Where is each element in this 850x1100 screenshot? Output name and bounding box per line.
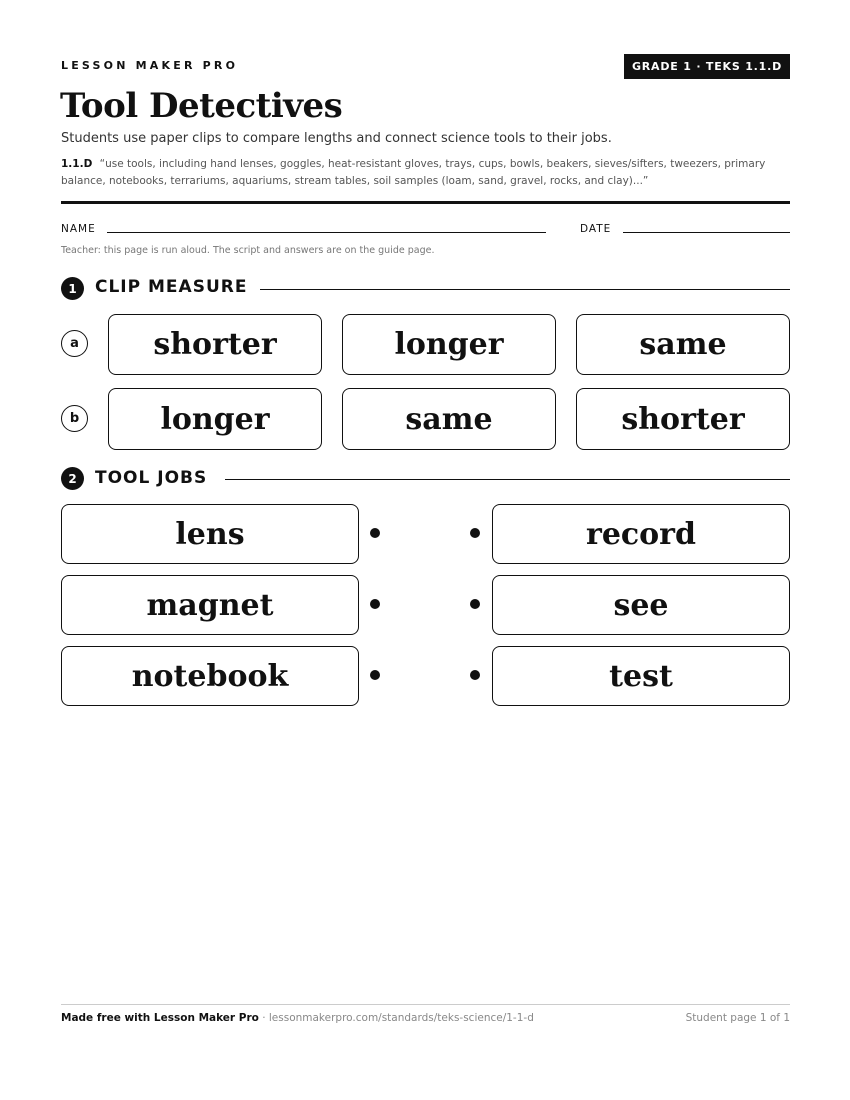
match-dot-right-2[interactable] (470, 599, 480, 609)
tool-box-magnet[interactable]: magnet (61, 575, 359, 635)
match-dot-right-1[interactable] (470, 528, 480, 538)
row-label-b: b (61, 405, 88, 432)
tool-box-notebook[interactable]: notebook (61, 646, 359, 706)
match-dot-left-3[interactable] (370, 670, 380, 680)
header-divider (61, 201, 790, 204)
grade-badge: GRADE 1 · TEKS 1.1.D (624, 54, 790, 79)
section-1-number: 1 (61, 277, 84, 300)
job-box-see[interactable]: see (492, 575, 790, 635)
page-title: Tool Detectives (60, 86, 343, 126)
footer-page-number: Student page 1 of 1 (685, 1012, 790, 1024)
job-box-test[interactable]: test (492, 646, 790, 706)
footer-divider (61, 1004, 790, 1005)
section-1-title: CLIP MEASURE (95, 277, 248, 297)
footer-credit (61, 1012, 534, 1024)
row-label-a: a (61, 330, 88, 357)
job-box-record[interactable]: record (492, 504, 790, 564)
brand-name: LESSON MAKER PRO (61, 59, 239, 72)
choice-box-b-2[interactable]: same (342, 388, 556, 450)
date-label: DATE (580, 223, 612, 235)
name-label: NAME (61, 223, 96, 235)
match-dot-left-2[interactable] (370, 599, 380, 609)
match-dot-right-3[interactable] (470, 670, 480, 680)
tool-box-lens[interactable]: lens (61, 504, 359, 564)
teacher-note: Teacher: this page is run aloud. The script and answers are on the guide page. (61, 245, 435, 256)
date-field[interactable] (623, 232, 790, 233)
section-2-number: 2 (61, 467, 84, 490)
standard-code: 1.1.D (61, 158, 93, 170)
section-2-title: TOOL JOBS (95, 468, 208, 488)
standard-text: “use tools, including hand lenses, goggles, heat-resistant gloves, trays, cups, bowls, beakers, sieves/sifters, tweezers, primary balance, notebooks, terrariums, aquariums, stream tables, soil samples (loam, sand, gravel, rocks, and clay)...” (61, 158, 766, 187)
choice-box-a-3[interactable]: same (576, 314, 790, 375)
standard-quote (61, 156, 791, 190)
page-subtitle: Students use paper clips to compare lengths and connect science tools to their jobs. (61, 131, 612, 146)
section-2-rule (225, 479, 790, 480)
choice-box-b-1[interactable]: longer (108, 388, 322, 450)
footer-url[interactable]: · lessonmakerpro.com/standards/teks-science/1-1-d (258, 1012, 534, 1024)
choice-box-b-3[interactable]: shorter (576, 388, 790, 450)
name-field[interactable] (107, 232, 546, 233)
choice-box-a-2[interactable]: longer (342, 314, 556, 375)
section-1-rule (260, 289, 790, 290)
choice-box-a-1[interactable]: shorter (108, 314, 322, 375)
footer-made-with: Made free with Lesson Maker Pro (61, 1012, 259, 1024)
match-dot-left-1[interactable] (370, 528, 380, 538)
